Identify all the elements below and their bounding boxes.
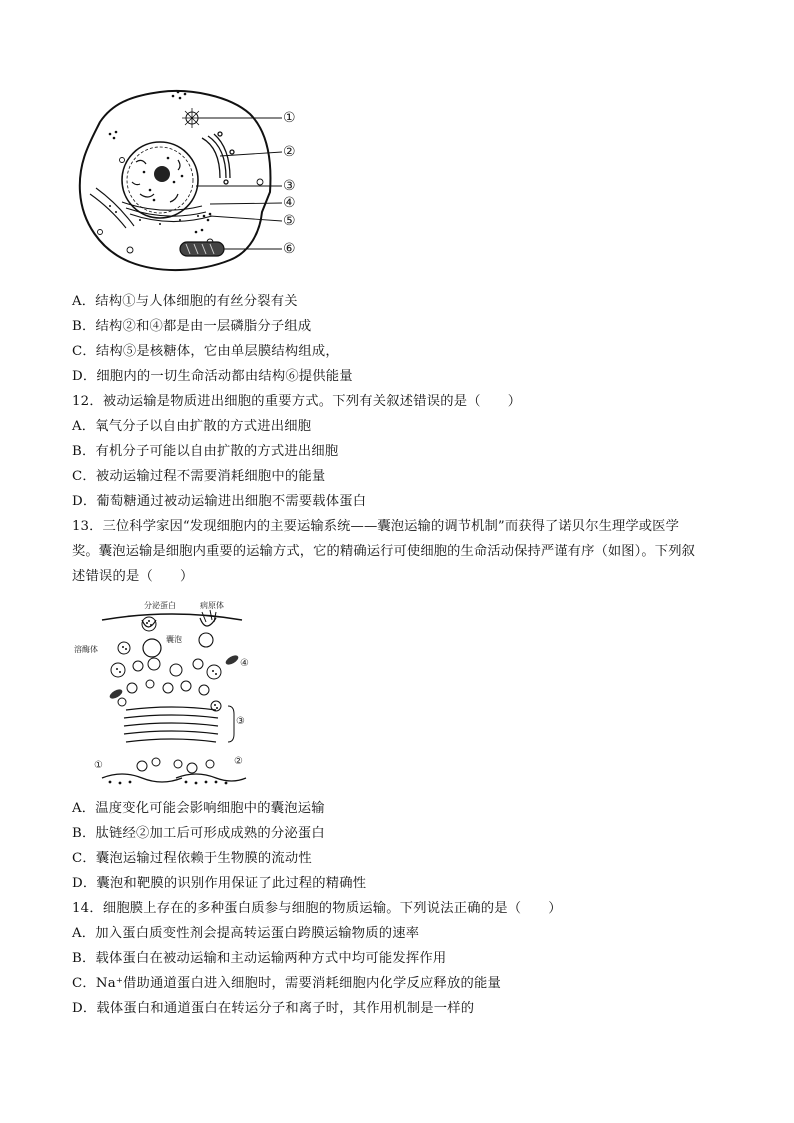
mitochondrion	[180, 242, 224, 256]
q14-option-a: A．加入蛋白质变性剂会提高转运蛋白跨膜运输物质的速率	[72, 926, 420, 941]
q14-stem: 14．细胞膜上存在的多种蛋白质参与细胞的物质运输。下列说法正确的是（ ）	[72, 901, 562, 916]
label-n2: ②	[234, 756, 243, 767]
label-6: ⑥	[283, 241, 296, 257]
q12-option-a: A．氧气分子以自由扩散的方式进出细胞	[72, 419, 312, 434]
label-4: ④	[283, 195, 296, 211]
q11-option-d: D．细胞内的一切生命活动都由结构⑥提供能量	[72, 369, 353, 384]
label-n3: ③	[236, 716, 245, 727]
label-5: ⑤	[283, 213, 296, 229]
endoplasmic-reticulum	[90, 188, 212, 228]
q13-stem-line1: 13．三位科学家因“发现细胞内的主要运输系统——囊泡运输的调节机制”而获得了诺贝尔生理学或医学	[72, 519, 679, 534]
q12-option-c: C．被动运输过程不需要消耗细胞中的能量	[72, 469, 326, 484]
q13-option-a: A．温度变化可能会影响细胞中的囊泡运输	[72, 801, 325, 816]
label-n1: ①	[94, 760, 103, 771]
q12-stem: 12．被动运输是物质进出细胞的重要方式。下列有关叙述错误的是（ ）	[72, 394, 522, 409]
cell-diagram	[70, 82, 310, 278]
label-lysosome: 溶酶体	[74, 645, 98, 654]
label-2: ②	[283, 144, 296, 160]
golgi-structure	[202, 132, 234, 184]
q11-option-c: C．结构⑤是核糖体，它由单层膜结构组成，	[72, 344, 339, 359]
q14-option-b: B．载体蛋白在被动运输和主动运输两种方式中均可能发挥作用	[72, 951, 447, 966]
vesicle-transport-diagram	[74, 598, 252, 790]
label-pathogen: 病原体	[200, 601, 224, 610]
label-secreted-protein: 分泌蛋白	[144, 601, 176, 610]
q13-option-c: C．囊泡运输过程依赖于生物膜的流动性	[72, 851, 312, 866]
q14-option-c: C．Na⁺借助通道蛋白进入细胞时，需要消耗细胞内化学反应释放的能量	[72, 976, 501, 991]
q13-stem-line2: 奖。囊泡运输是细胞内重要的运输方式，它的精确运行可使细胞的生命活动保持严谨有序（如图）。下列叙	[72, 544, 696, 559]
q13-option-d: D．囊泡和靶膜的识别作用保证了此过程的精确性	[72, 876, 367, 891]
q11-option-b: B．结构②和④都是由一层磷脂分子组成	[72, 319, 312, 334]
label-3: ③	[283, 178, 296, 194]
q13-option-b: B．肽链经②加工后可形成成熟的分泌蛋白	[72, 826, 325, 841]
q12-option-b: B．有机分子可能以自由扩散的方式进出细胞	[72, 444, 339, 459]
q12-option-d: D．葡萄糖通过被动运输进出细胞不需要载体蛋白	[72, 494, 367, 509]
vesicle-diagram-svg	[92, 598, 252, 790]
label-vesicle: 囊泡	[166, 635, 182, 644]
q13-stem-line3: 述错误的是（ ）	[72, 569, 194, 584]
q11-option-a: A．结构①与人体细胞的有丝分裂有关	[72, 294, 298, 309]
label-n4: ④	[240, 658, 249, 669]
label-1: ①	[283, 110, 296, 126]
q14-option-d: D．载体蛋白和通道蛋白在转运分子和离子时，其作用机制是一样的	[72, 1001, 475, 1016]
cell-diagram-svg	[70, 82, 310, 278]
